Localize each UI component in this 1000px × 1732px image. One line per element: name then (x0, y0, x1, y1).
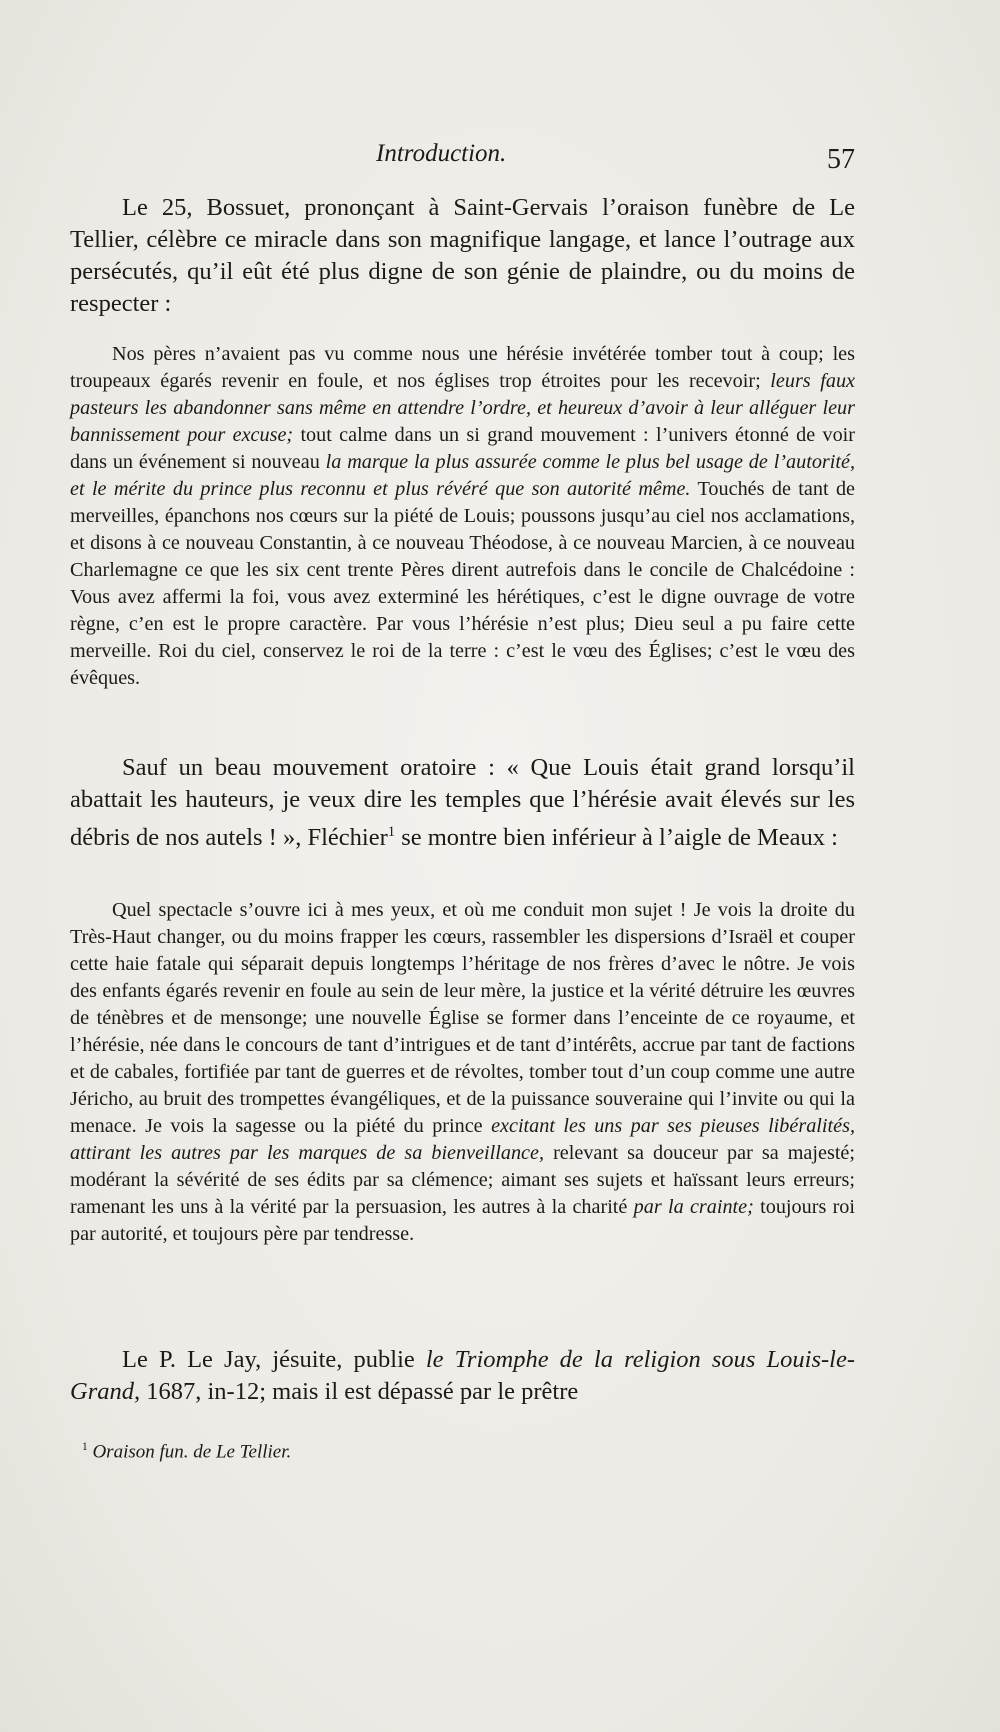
quote-text: toujours roi par autorité, et toujours père par tendresse. (70, 1196, 855, 1245)
quote-text: Touchés de tant de merveilles, épanchons nos cœurs sur la piété de Louis; poussons jusqu’au ciel nos acclamations, et disons à ce nouveau Constantin, à ce nouveau Théodose, à ce nouveau Marcien, à ce nouveau Charlemagne ce que les six cent trente Pères dirent autrefois dans le concile de Chalcédoine : Vous avez affermi la foi, vous avez exterminé les hérétiques, c’est le digne ouvrage de votre règne, c’en est le propre caractère. Par vous l’hérésie n’est plus; Dieu seul a pu faire cette merveille. Roi du ciel, conservez le roi de la terre : c’est le vœu des Églises; c’est le vœu des évêques. (70, 478, 855, 689)
paragraph-bossuet: Le 25, Bossuet, prononçant à Saint-Gervais l’oraison funèbre de Le Tellier, célèbre ce miracle dans son magnifique langage, et lance l’outrage aux persécutés, qu’il eût été plus digne de son génie de plaindre, ou du moins de respecter : (70, 194, 855, 317)
footnote-text: Oraison fun. de Le Tellier. (87, 1441, 292, 1463)
paragraph-text: se montre bien inférieur à l’aigle de Meaux : (395, 824, 838, 852)
paragraph-text: 1687, in-12; mais il est dépassé par le prêtre (140, 1378, 579, 1405)
quote-text: relevant sa douceur par sa majesté; modérant la sévérité de ses édits par sa clémence; aimant ses sujets et haïssant leurs erreurs; ramenant les uns à la vérité par la persuasion, les autres à la charité (70, 1142, 855, 1218)
quote-italic: par la crainte; (633, 1196, 754, 1218)
paragraph-text: Sauf un beau mouvement oratoire : « Que Louis était grand lorsqu’il abattait les hauteurs, je veux dire les temples que l’hérésie avait élevés sur les débris de nos autels ! », Fléchier (70, 754, 855, 852)
page-number: 57 (827, 144, 855, 175)
quote-text: tout calme dans un si grand mouvement : l’univers étonné de voir dans un événement si nouveau (70, 424, 855, 473)
paragraph-text: Le P. Le Jay, jésuite, publie (122, 1346, 426, 1373)
page-header (70, 140, 855, 180)
footnote (82, 1441, 291, 1463)
paragraph-flechier (70, 752, 855, 854)
quote-text: Quel spectacle s’ouvre ici à mes yeux, et où me conduit mon sujet ! Je vois la droite du Très-Haut changer, ou du moins frapper les cœurs, rassembler les dispersions d’Israël et couper cette haie fatale qui séparait depuis longtemps l’héritage de nos frères d’avec le nôtre. Je vois des enfants égarés revenir en foule au sein de leur mère, la justice et la vérité détruire les œuvres de ténèbres et de mensonge; une nouvelle Église se former dans l’enceinte de ce royaume, et l’hérésie, née dans le concours de tant d’intrigues et de tant d’intérêts, accrue par tant de factions et de cabales, fortifiée par tant de guerres et de révoltes, tomber tout d’un coup comme une autre Jéricho, au bruit des trompettes évangéliques, et de la puissance souveraine qui l’invite ou qui la menace. Je vois la sagesse ou la piété du prince (70, 899, 855, 1137)
quote-italic: leurs faux pasteurs les abandonner sans même en attendre l’ordre, et heureux d’avoir à leur alléguer leur bannissement pour excuse; (70, 370, 855, 446)
quote-bossuet (70, 341, 855, 692)
footnote-mark: 1 (82, 1441, 88, 1453)
running-title: Introduction. (376, 140, 507, 167)
book-title: le Triomphe de la religion sous Louis-le-Grand, (70, 1346, 855, 1405)
quote-flechier (70, 897, 855, 1248)
quote-italic: la marque la plus assurée comme le plus bel usage de l’autorité, et le mérite du prince plus reconnu et plus révéré que son autorité même. (70, 451, 855, 500)
quote-italic: excitant les uns par ses pieuses libéralités, attirant les autres par les marques de sa bienveillance, (70, 1115, 855, 1164)
footnote-reference: 1 (387, 824, 396, 840)
quote-text: Nos pères n’avaient pas vu comme nous une hérésie invétérée tomber tout à coup; les troupeaux égarés revenir en foule, et nos églises trop étroites pour les recevoir; (70, 343, 855, 392)
paragraph-le-jay (70, 1344, 855, 1408)
